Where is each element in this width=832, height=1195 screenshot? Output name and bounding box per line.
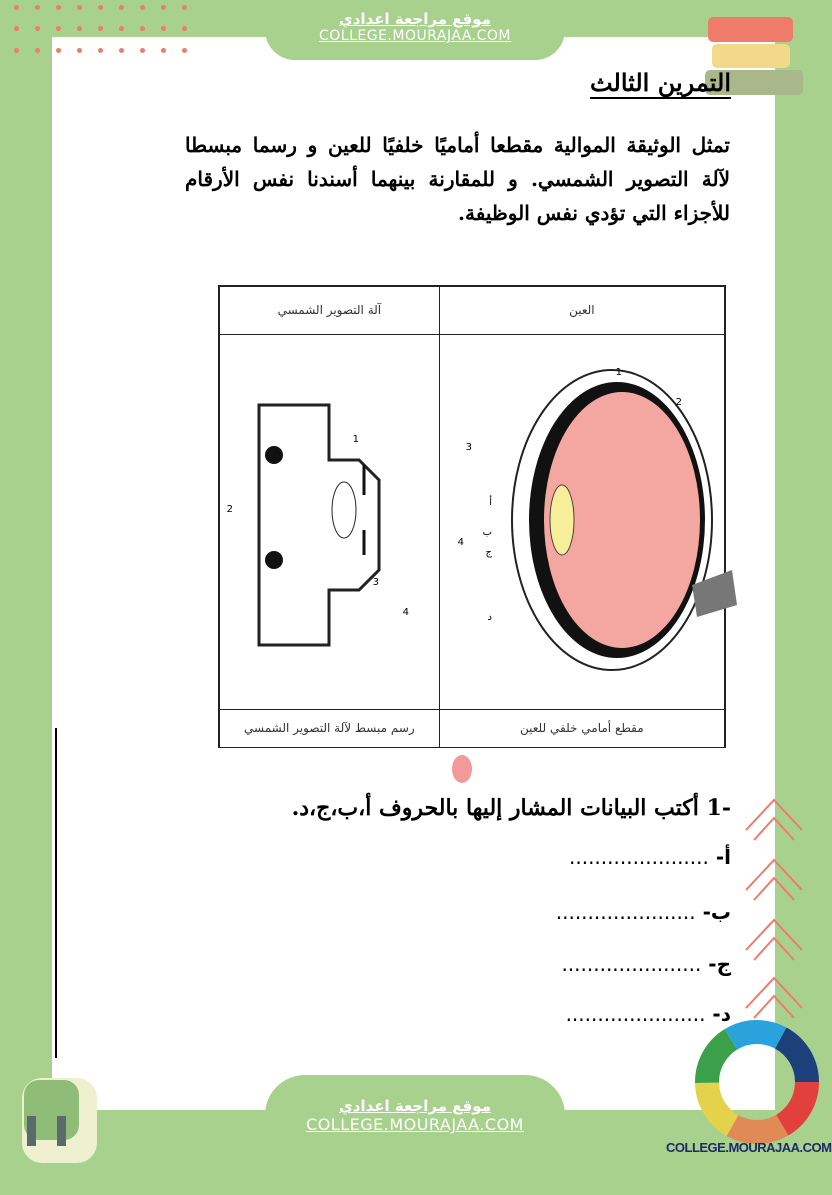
- footer-logo-text[interactable]: COLLEGE.MOURAJAA.COM: [666, 1140, 832, 1155]
- svg-text:4: 4: [402, 607, 410, 618]
- question-1: -1 أكتب البيانات المشار إليها بالحروف أ،ب،ج،د.: [291, 795, 731, 821]
- site-name: موقع مراجعة اعدادي: [339, 10, 491, 28]
- site-url[interactable]: COLLEGE.MOURAJAA.COM: [319, 28, 511, 44]
- header-banner[interactable]: [265, 0, 565, 60]
- site-url[interactable]: COLLEGE.MOURAJAA.COM: [306, 1115, 524, 1134]
- caption-eye: مقطع أمامي خلفي للعين: [439, 709, 725, 747]
- decor-dots: [0, 48, 200, 54]
- eye-diagram: [439, 334, 725, 709]
- svg-text:1: 1: [615, 367, 622, 378]
- chevron-up-icon: [742, 790, 806, 854]
- chevron-up-icon: [742, 850, 806, 914]
- col-camera-header: آلة التصوير الشمسي: [219, 286, 439, 334]
- svg-text:1: 1: [352, 434, 360, 445]
- col-eye-header: العين: [439, 286, 725, 334]
- chevron-up-icon: [742, 910, 806, 974]
- answer-a[interactable]: [569, 845, 731, 869]
- answer-blank[interactable]: ......................: [569, 845, 709, 869]
- subjects-wheel-logo: [697, 1022, 817, 1142]
- answer-letter: ج-: [708, 952, 731, 976]
- decor-dots: [0, 26, 200, 32]
- answer-letter: ب-: [702, 900, 731, 924]
- decor-dots: [0, 5, 200, 11]
- answer-blank[interactable]: ......................: [565, 1002, 706, 1026]
- answer-letter: أ-: [715, 845, 731, 869]
- answer-letter: د-: [712, 1002, 731, 1026]
- label-2: 2: [226, 504, 234, 515]
- margin-line: [55, 728, 57, 1058]
- svg-text:ج: ج: [485, 547, 492, 558]
- svg-text:د: د: [487, 612, 492, 623]
- answer-blank[interactable]: ......................: [561, 952, 702, 976]
- svg-text:3: 3: [372, 577, 380, 588]
- svg-text:أ: أ: [489, 497, 492, 508]
- svg-text:2: 2: [675, 397, 682, 408]
- svg-text:3: 3: [465, 442, 472, 453]
- svg-text:ب: ب: [482, 527, 492, 538]
- camera-diagram: [219, 334, 439, 709]
- exercise-title: التمرين الثالث: [589, 68, 731, 97]
- site-name: موقع مراجعة اعدادي: [339, 1097, 491, 1115]
- caption-camera: رسم مبسط لآلة التصوير الشمسي: [219, 709, 439, 747]
- decor-dot: [452, 755, 472, 783]
- footer-banner[interactable]: [265, 1075, 565, 1195]
- svg-text:4: 4: [457, 537, 464, 548]
- answer-blank[interactable]: ......................: [555, 900, 696, 924]
- backpack-icon: [12, 1058, 112, 1166]
- answer-b[interactable]: [556, 900, 731, 924]
- answer-c[interactable]: [561, 952, 731, 976]
- figure-table: [218, 285, 726, 748]
- exercise-intro: تمثل الوثيقة الموالية مقطعا أماميًا خلفيًا للعين و رسما مبسطا لآلة التصوير الشمسي. و للمقارنة بينهما أسندنا نفس الأرقام للأجزاء التي تؤدي نفس الوظيفة.: [185, 133, 730, 225]
